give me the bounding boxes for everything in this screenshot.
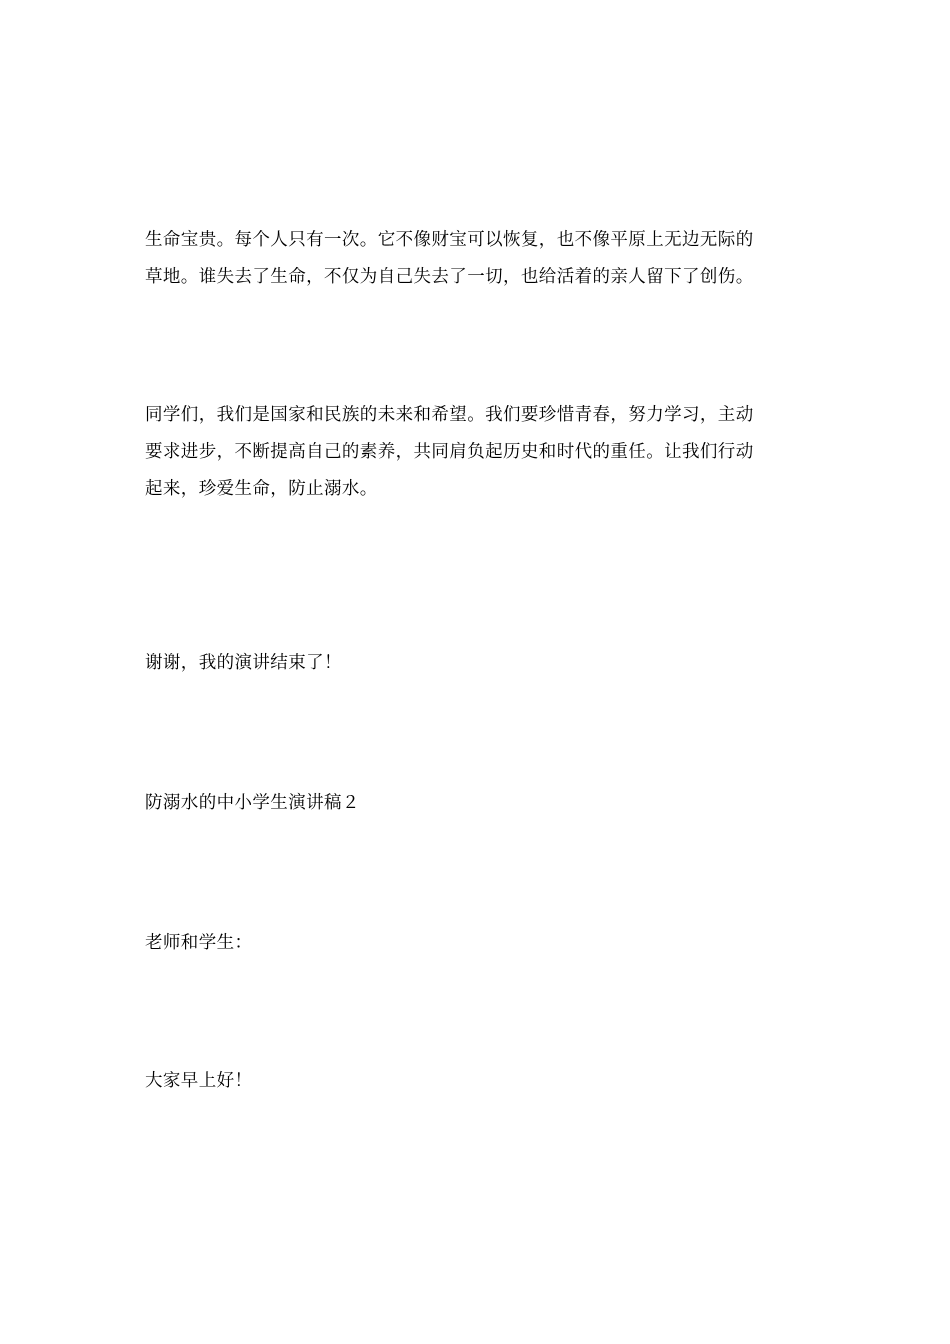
section-title: [145, 785, 805, 822]
text-line: 草地。谁失去了生命，不仅为自己失去了一切，也给活着的亲人留下了创伤。: [145, 267, 754, 287]
text-line: 老师和学生：: [145, 933, 253, 953]
paragraph-students-future: [145, 397, 805, 508]
paragraph-thanks: [145, 645, 805, 682]
text-line: 防溺水的中小学生演讲稿２: [145, 793, 360, 813]
text-line: 生命宝贵。每个人只有一次。它不像财宝可以恢复，也不像平原上无边无际的: [145, 230, 754, 250]
paragraph-greeting: [145, 1063, 805, 1100]
text-line: 要求进步，不断提高自己的素养，共同肩负起历史和时代的重任。让我们行动: [145, 442, 754, 462]
paragraph-life-precious: [145, 222, 805, 296]
text-line: 谢谢，我的演讲结束了！: [145, 653, 342, 673]
paragraph-salutation: [145, 925, 805, 962]
text-line: 大家早上好！: [145, 1071, 253, 1091]
text-line: 同学们，我们是国家和民族的未来和希望。我们要珍惜青春，努力学习，主动: [145, 405, 754, 425]
text-line: 起来，珍爱生命，防止溺水。: [145, 479, 378, 499]
